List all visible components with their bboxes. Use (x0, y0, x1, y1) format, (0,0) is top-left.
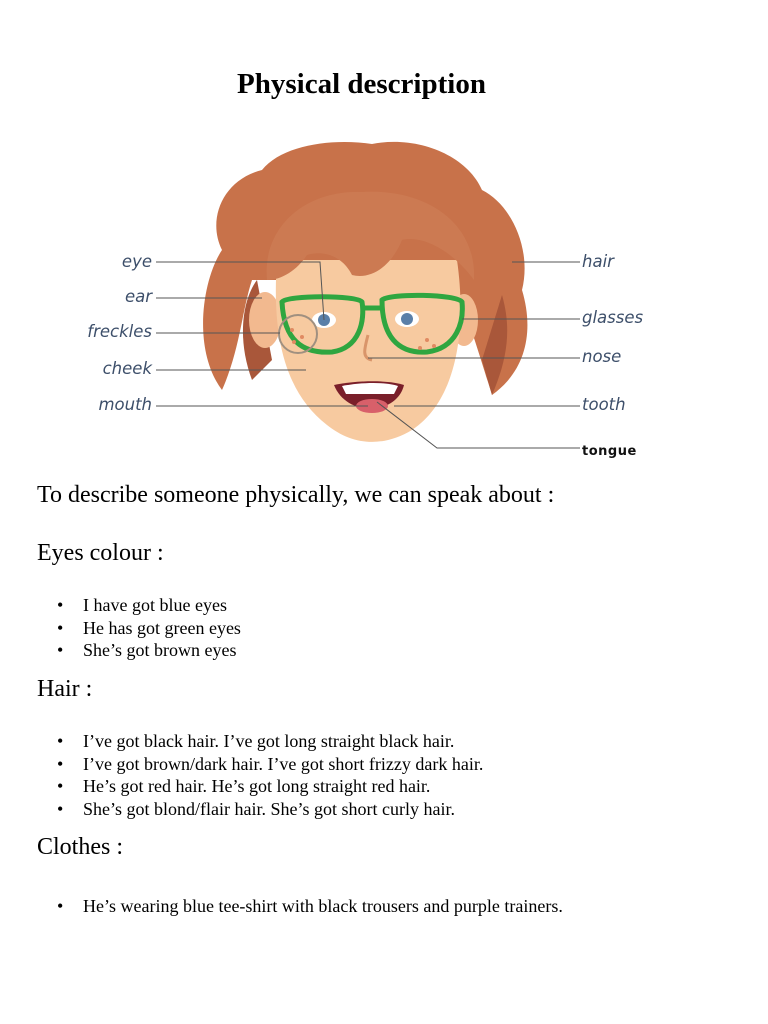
list-item: • He has got green eyes (37, 617, 241, 640)
face-diagram (72, 130, 678, 466)
face-illustration (72, 130, 678, 466)
list-item: • I’ve got black hair. I’ve got long straight black hair. (37, 730, 483, 753)
label-mouth: mouth (98, 395, 152, 414)
page-title: Physical description (237, 68, 486, 100)
intro-text: To describe someone physically, we can speak about : (37, 482, 555, 508)
clothes-list (37, 895, 563, 918)
label-tooth: tooth (582, 395, 626, 414)
list-item: • I’ve got brown/dark hair. I’ve got short frizzy dark hair. (37, 753, 483, 776)
heading-hair: Hair : (37, 676, 93, 702)
label-cheek: cheek (102, 359, 152, 378)
eyes-colour-list (37, 594, 241, 662)
hair-list (37, 730, 483, 820)
label-eye: eye (121, 252, 152, 271)
list-item: • He’s wearing blue tee-shirt with black trousers and purple trainers. (37, 895, 563, 918)
label-ear: ear (124, 287, 152, 306)
list-item: • She’s got blond/flair hair. She’s got short curly hair. (37, 798, 483, 821)
teeth-shape (342, 383, 398, 394)
label-tongue: tongue (582, 444, 637, 459)
list-item: • I have got blue eyes (37, 594, 241, 617)
label-hair: hair (582, 252, 614, 271)
label-nose: nose (582, 347, 622, 366)
heading-eyes-colour: Eyes colour : (37, 540, 164, 566)
label-glasses: glasses (582, 308, 644, 327)
list-item: • He’s got red hair. He’s got long straight red hair. (37, 775, 483, 798)
list-item: • She’s got brown eyes (37, 639, 241, 662)
right-iris (401, 313, 413, 325)
heading-clothes: Clothes : (37, 834, 124, 860)
label-freckles: freckles (87, 322, 152, 341)
